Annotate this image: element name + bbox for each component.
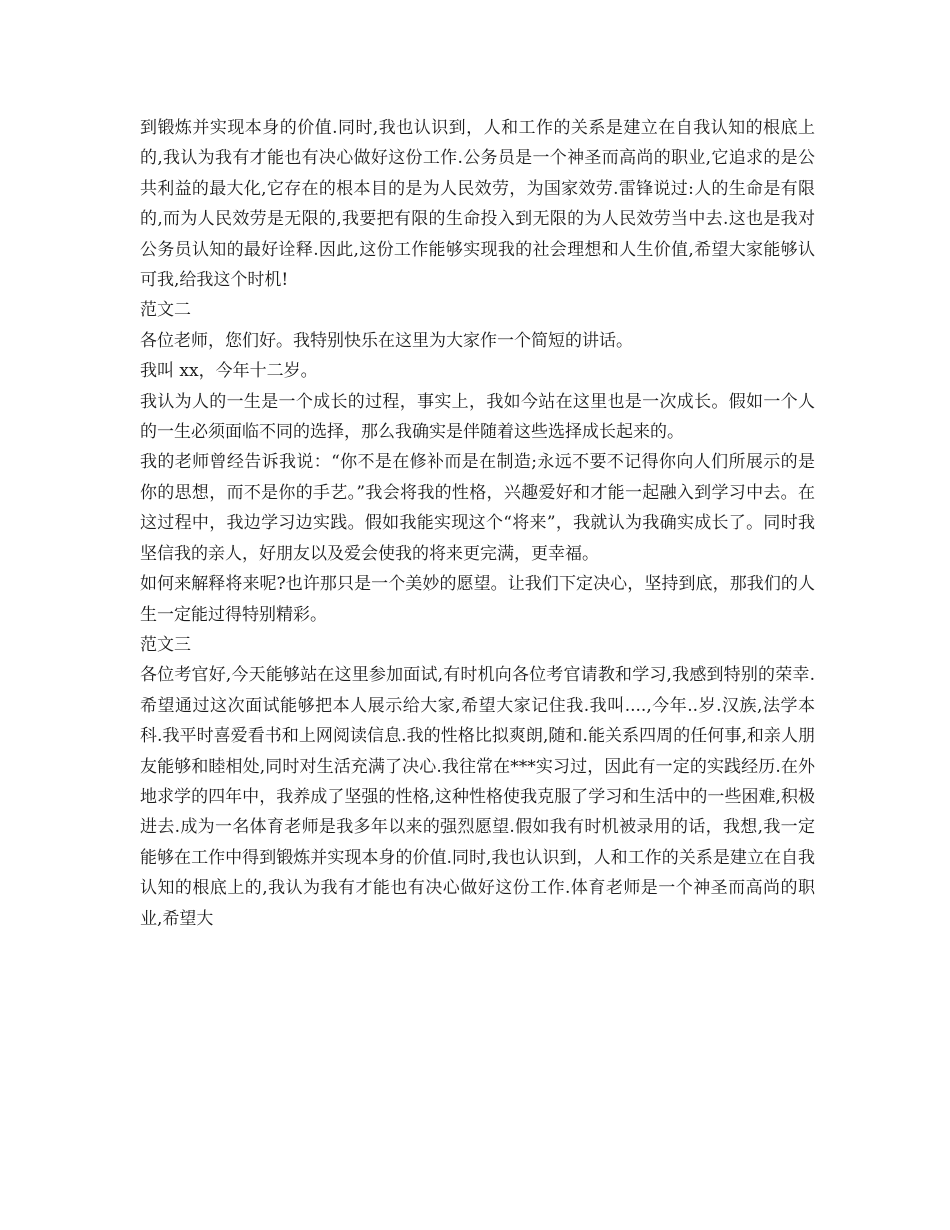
paragraph-greeting: 各位老师，您们好。我特别快乐在这里为大家作一个简短的讲话。 bbox=[140, 330, 633, 351]
paragraph-future: 如何来解释将来呢?也许那只是一个美妙的愿望。让我们下定决心，坚持到底，那我们的人生一定能过得特别精彩。 bbox=[140, 574, 815, 625]
document-body bbox=[140, 113, 815, 934]
paragraph-self-intro: 我叫 xx，今年十二岁。 bbox=[140, 361, 318, 382]
paragraph-teacher-quote: 我的老师曾经告诉我说：“你不是在修补而是在制造;永远不要不记得你向人们所展示的是你的思想，而不是你的手艺。”我会将我的性格，兴趣爱好和才能一起融入到学习中去。在这过程中，我边学习边实践。假如我能实现这个“将来”，我就认为我确实成长了。同时我坚信我的亲人，好朋友以及爱会使我的将来更完满，更幸福。 bbox=[140, 452, 815, 564]
section-heading-fanwen-3: 范文三 bbox=[140, 634, 191, 655]
paragraph-interview: 各位考官好,今天能够站在这里参加面试,有时机向各位考官请教和学习,我感到特别的荣幸.希望通过这次面试能够把本人展示给大家,希望大家记住我.我叫....,今年..岁.汉族,法学本科.我平时喜爱看书和上网阅读信息.我的性格比拟爽朗,随和.能关系四周的任何事,和亲人朋友能够和睦相处,同时对生活充满了决心.我往常在***实习过，因此有一定的实践经历.在外地求学的四年中，我养成了坚强的性格,这种性格使我克服了学习和生活中的一些困难,积极进去.成为一名体育老师是我多年以来的强烈愿望.假如我有时机被录用的话，我想,我一定能够在工作中得到锻炼并实现本身的价值.同时,我也认识到，人和工作的关系是建立在自我认知的根底上的,我认为我有才能也有决心做好这份工作.体育老师是一个神圣而高尚的职业,希望大 bbox=[140, 665, 815, 929]
paragraph-growth: 我认为人的一生是一个成长的过程，事实上，我如今站在这里也是一次成长。假如一个人的一生必须面临不同的选择，那么我确实是伴随着这些选择成长起来的。 bbox=[140, 391, 815, 443]
section-heading-fanwen-2: 范文二 bbox=[140, 300, 191, 321]
paragraph-continuation: 到锻炼并实现本身的价值.同时,我也认识到，人和工作的关系是建立在自我认知的根底上的,我认为我有才能也有决心做好这份工作.公务员是一个神圣而高尚的职业,它追求的是公共利益的最大化,它存在的根本目的是为人民效劳，为国家效劳.雷锋说过:人的生命是有限的,而为人民效劳是无限的,我要把有限的生命投入到无限的为人民效劳当中去.这也是我对公务员认知的最好诠释.因此,这份工作能够实现我的社会理想和人生价值,希望大家能够认可我,给我这个时机! bbox=[140, 118, 815, 291]
